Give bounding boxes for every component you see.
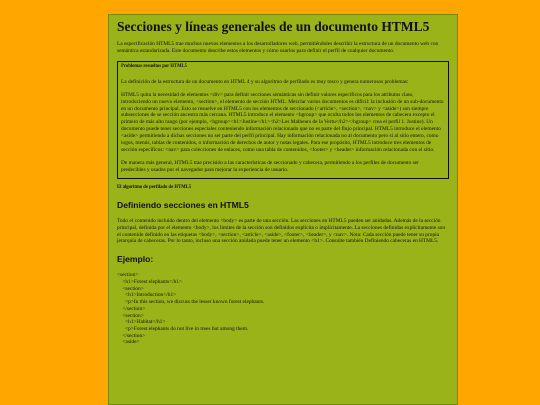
document-page bbox=[108, 14, 458, 405]
intro-paragraph: La especificación HTML5 trae muchos nuevos elementos a los desarrolladores web, permitiéndoles describir la estructura de un documento web con semántica estandarizada. Este documento describe estos elementos y cómo usarlos para definir el perfil de cualquier documento. bbox=[117, 41, 439, 54]
page-title: Secciones y líneas generales de un documento HTML5 bbox=[117, 19, 430, 34]
problems-caption: Problemas resueltos por HTML5 bbox=[121, 63, 188, 69]
example-heading: Ejemplo: bbox=[117, 254, 154, 265]
problems-box bbox=[117, 61, 449, 179]
algorithm-label: El algoritmo de perfilado de HTML5 bbox=[117, 184, 192, 190]
defining-sections-paragraph: Todo el contenido incluido dentro del elemento <body> es parte de una sección. Las secciones en HTML5 pueden ser anidadas. Además de la sección principal, definida por el elemento <body>, los límites de la sección son definidos explícita o implícitamente. La secciones definidas explícitamente son el contenido definido en las etiquetas <body>, <section>, <article>, <aside>, <footer>, <header>, y <nav>. Nota: Cada sección puede tener su propia jerarquía de cabeceras. Por lo tanto, incluso una sección anidada puede tener un elemento <h1>. Consulte también Definiendo cabeceras en HTML5. bbox=[117, 217, 446, 245]
defining-sections-heading: Definiendo secciones en HTML5 bbox=[117, 199, 249, 210]
problems-paragraph-3: De manera más general, HTML5 trae precisión a las características de seccionado y cabecera, permitiendo a los perfiles de documento ser predecibles y usados por el navegador para mejorar la experiencia de usuario. bbox=[121, 159, 419, 173]
example-code-block: <section> <h1>Forest elephants</h1> <section> <h1>Introduction</h1> <p>In this section, we discuss the lesser known forest elephants. </section> <section> <h1>Habitat</h1> <p>Forest elephants do not live in trees but among them. </section> <aside> bbox=[117, 272, 265, 346]
problems-paragraph-1: La definición de la estructura de un documento en HTML 4 y su algoritmo de perfilado es muy tosco y genera numerosos problemas: bbox=[121, 78, 409, 85]
problems-paragraph-2: HTML5 quita la necesidad de elementos <div> para definir secciones semánticas sin definir valores específicos para los atributos class, introduciendo un nuevo elemento, <section>, el elemento de sección HTML. Mezclar varios documentos es difícil: la inclusión de un sub-documento en un documento principal. Esto se resuelve en HTML5 con los elementos de seccionado (<article>, <section>, <nav> y <aside>) son siempre subsecciones de se sección ancestra más cercana. HTML5 introduce el elemento <hgroup> que oculta todos los elementos de cabecera excepto el primero de más alto rango (por ejemplo, <hgroup><h1>Justine</h1><h2>Les Malheurs de la Vertu</h2></hgroup> crea el perfil 1. Justine). Un documento puede tener secciones especiales conteniendo información relacionado que no es parte del flujo principal. HTML5 introduce el elemento <aside> permitiendo a dichas secciones no ser parte del perfil principal. Hay información relacionada no al documento pero sí al sitio entero, como logos, menús, tablas de contenidos, o información de derechos de autor y notas legales. Para ese propósito, HTML5 introduce tres elementos de sección específicos: <nav> para colecciones de enlaces, como una tabla de contenidos, <footer> y <header> información relacionada con el sitio. bbox=[121, 91, 444, 153]
